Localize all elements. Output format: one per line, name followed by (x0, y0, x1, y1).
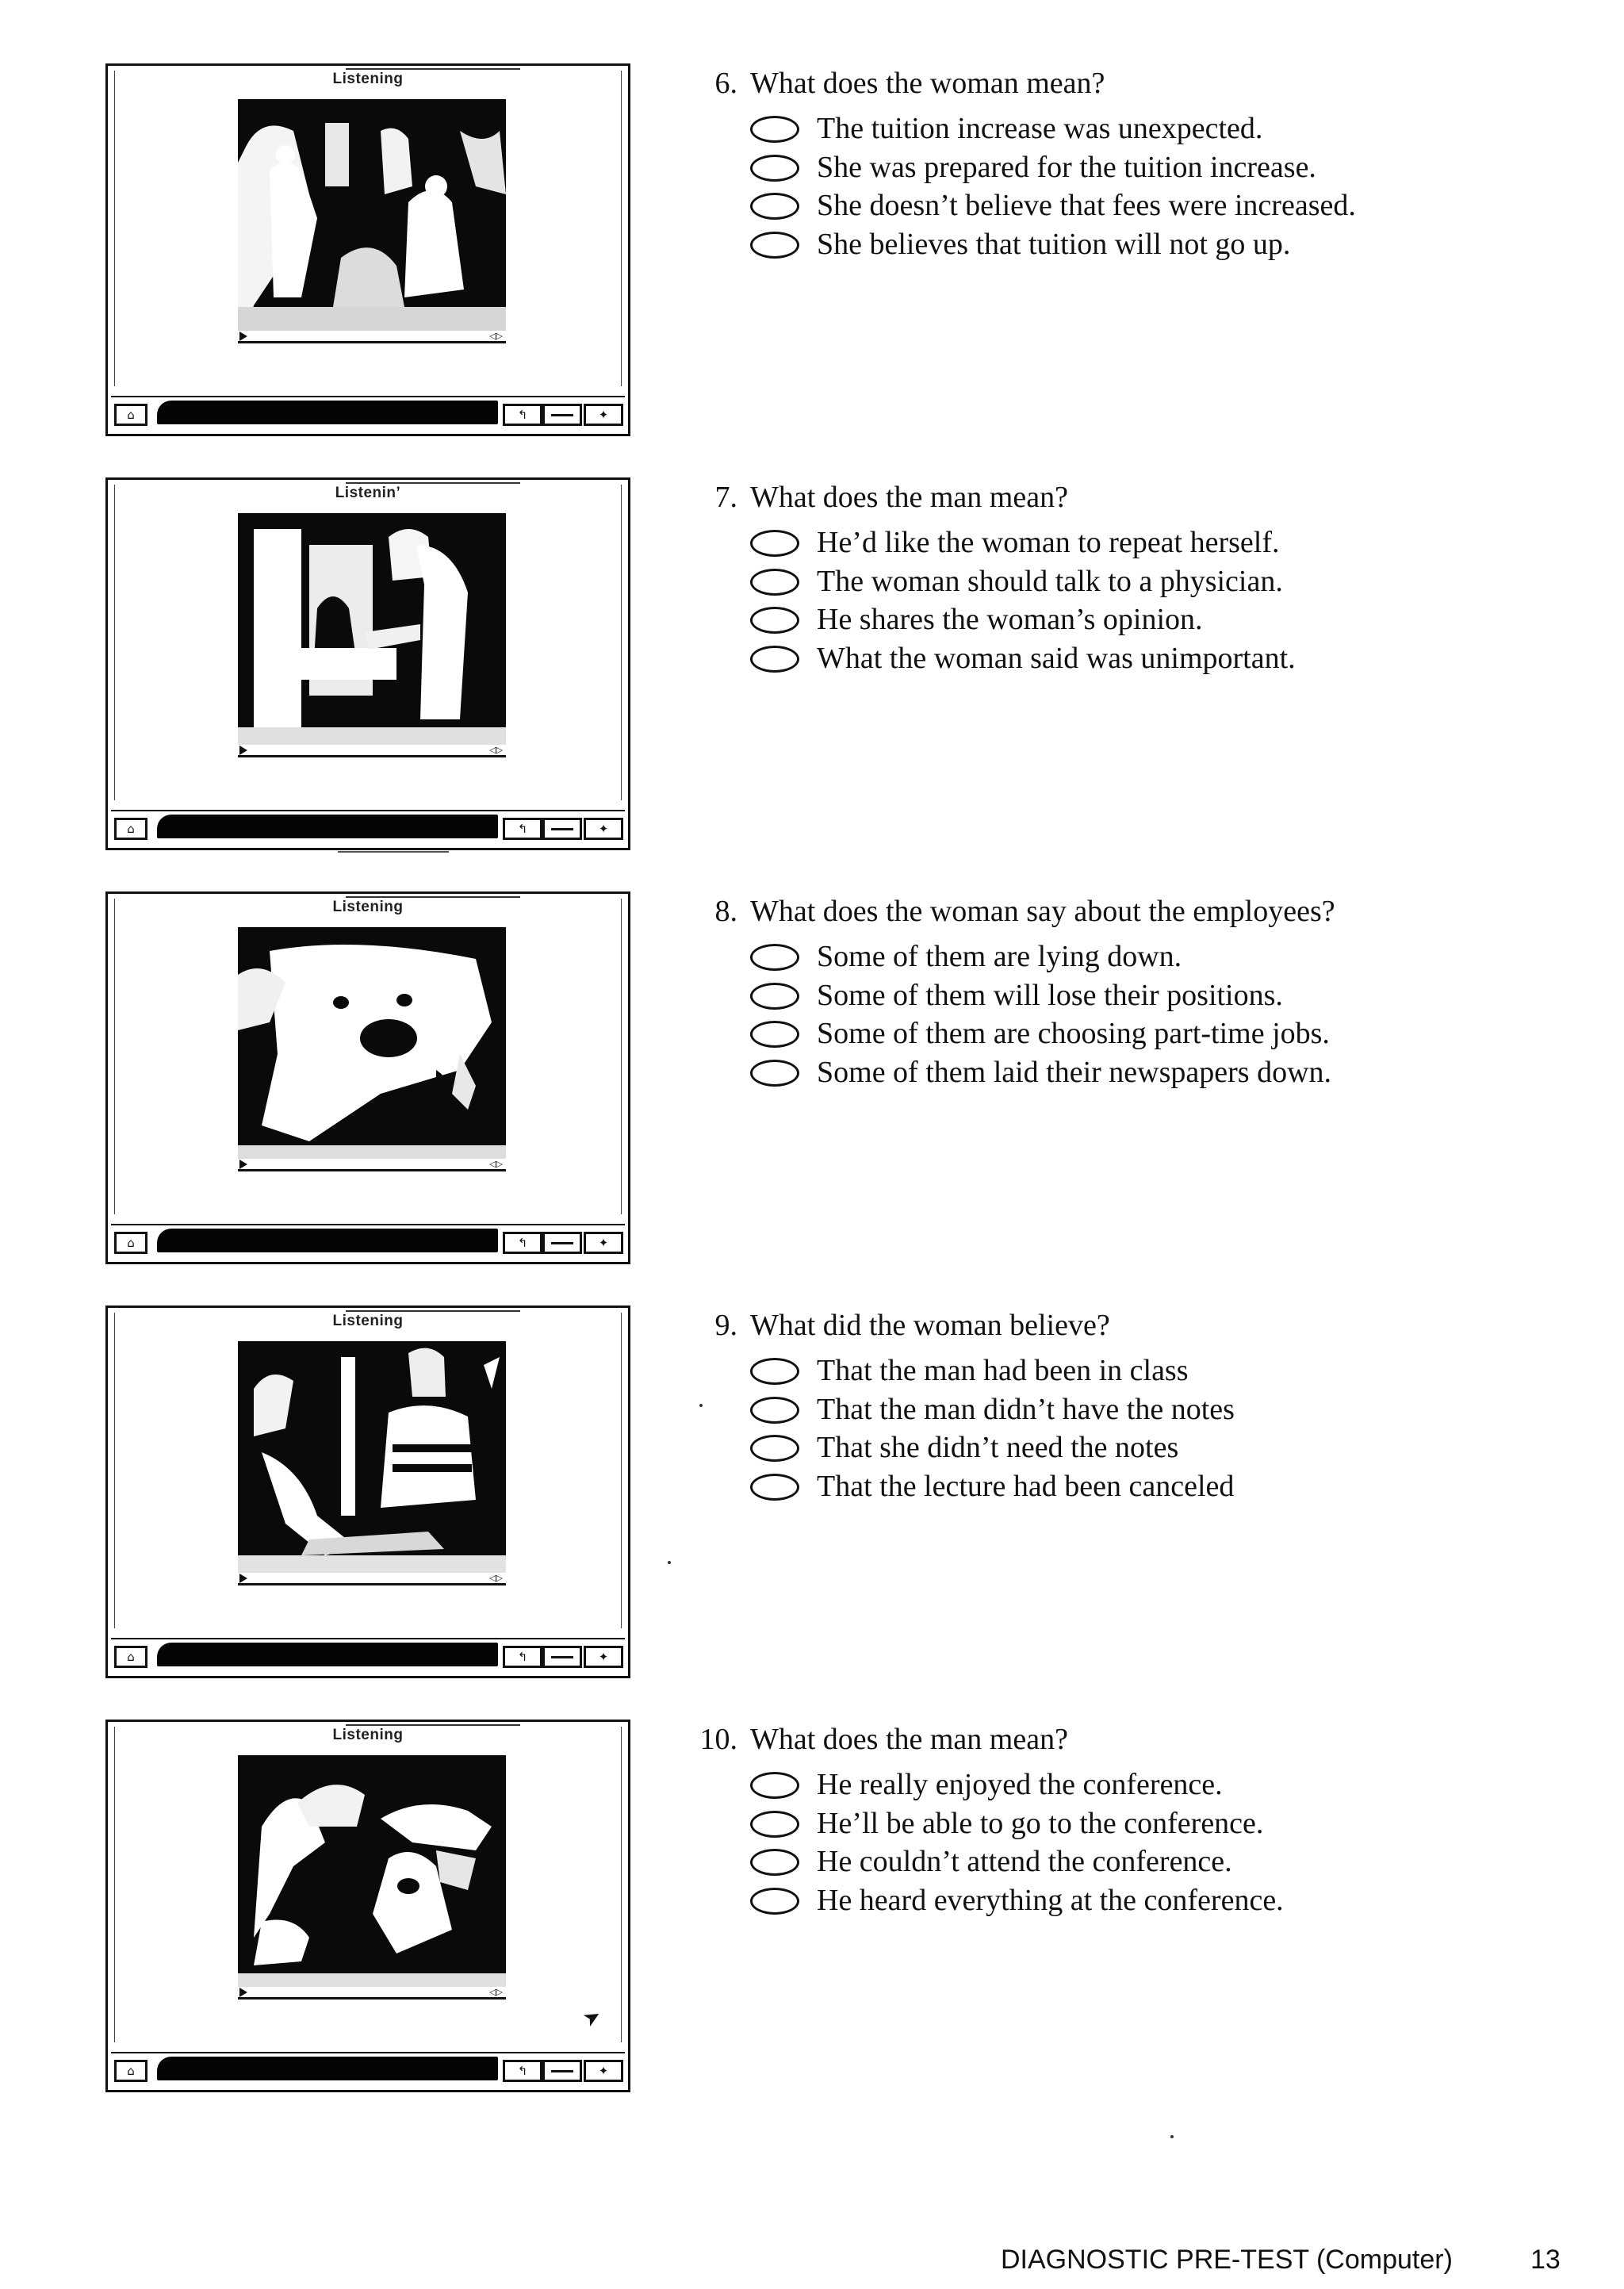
question-number: 6. (714, 67, 737, 100)
video-progress-bar (238, 1987, 506, 2000)
question-block-6 (0, 63, 1624, 476)
radio-circle-icon[interactable] (750, 569, 799, 596)
radio-circle-icon[interactable] (750, 646, 799, 673)
option-label: Some of them are lying down. (817, 940, 1182, 973)
option-label: She doesn’t believe that fees were increased. (817, 189, 1356, 222)
question-number: 7. (714, 481, 737, 514)
answer-confirm-icon[interactable]: ↰ (503, 404, 542, 426)
listening-screen (105, 1306, 630, 1678)
radio-circle-icon[interactable] (750, 1435, 799, 1462)
toolbar-bar (157, 1643, 498, 1666)
option-label: That the lecture had been canceled (817, 1469, 1235, 1503)
play-icon (239, 1988, 247, 1997)
radio-circle-icon[interactable] (750, 232, 799, 259)
footer-section-title: DIAGNOSTIC PRE-TEST (Computer) (1001, 2245, 1453, 2275)
scan-speck (699, 1404, 703, 1407)
next-icon[interactable] (542, 2060, 582, 2082)
play-icon (239, 1160, 247, 1169)
radio-circle-icon[interactable] (750, 1474, 799, 1501)
scan-speck (1170, 2135, 1174, 2138)
radio-circle-icon[interactable] (750, 983, 799, 1010)
scan-speck (668, 1561, 671, 1564)
home-icon[interactable]: ⌂ (114, 1232, 147, 1254)
home-icon[interactable]: ⌂ (114, 404, 147, 426)
title-rule (346, 68, 520, 70)
option-label: That she didn’t need the notes (817, 1431, 1179, 1464)
option-label: He shares the woman’s opinion. (817, 603, 1203, 636)
radio-circle-icon[interactable] (750, 1397, 799, 1424)
question-text: What does the man mean? (750, 1723, 1068, 1756)
question-text: What does the woman say about the employees? (750, 895, 1335, 928)
video-still (238, 1341, 506, 1573)
mouse-pointer-icon: ➤ (578, 2003, 606, 2033)
home-icon[interactable]: ⌂ (114, 818, 147, 840)
test-toolbar (111, 396, 625, 431)
screen-title: Listeninʼ (335, 485, 401, 501)
question-block-9 (0, 1306, 1624, 1718)
video-still (238, 927, 506, 1159)
test-toolbar (111, 2052, 625, 2087)
video-progress-bar (238, 1573, 506, 1585)
listening-screen (105, 891, 630, 1264)
question-number: 8. (714, 895, 737, 928)
help-icon[interactable]: ✦ (584, 1646, 623, 1668)
question-number: 9. (714, 1309, 737, 1342)
next-icon[interactable] (542, 1646, 582, 1668)
home-icon[interactable]: ⌂ (114, 1646, 147, 1668)
option-label: The tuition increase was unexpected. (817, 112, 1263, 145)
toolbar-bar (157, 2057, 498, 2080)
page-number: 13 (1530, 2245, 1561, 2275)
divider (338, 851, 449, 853)
play-icon (239, 332, 247, 341)
answer-confirm-icon[interactable]: ↰ (503, 818, 542, 840)
answer-confirm-icon[interactable]: ↰ (503, 1232, 542, 1254)
option-label: He couldn’t attend the conference. (817, 1845, 1232, 1878)
radio-circle-icon[interactable] (750, 1888, 799, 1915)
help-icon[interactable]: ✦ (584, 404, 623, 426)
volume-icon: ◁▷ (489, 745, 503, 755)
title-rule (346, 896, 520, 898)
test-toolbar (111, 810, 625, 845)
test-toolbar (111, 1224, 625, 1259)
screen-title: Listening (332, 71, 404, 87)
radio-circle-icon[interactable] (750, 155, 799, 182)
title-rule (346, 1310, 520, 1312)
toolbar-bar (157, 401, 498, 424)
question-text: What did the woman believe? (750, 1309, 1110, 1342)
video-still (238, 99, 506, 331)
radio-circle-icon[interactable] (750, 193, 799, 220)
volume-icon: ◁▷ (489, 1159, 503, 1169)
radio-circle-icon[interactable] (750, 944, 799, 971)
listening-screen (105, 63, 630, 436)
option-label: Some of them laid their newspapers down. (817, 1055, 1332, 1089)
option-label: He’ll be able to go to the conference. (817, 1806, 1264, 1840)
option-label: Some of them are choosing part-time jobs. (817, 1017, 1330, 1050)
answer-confirm-icon[interactable]: ↰ (503, 1646, 542, 1668)
title-rule (346, 1724, 520, 1726)
next-icon[interactable] (542, 404, 582, 426)
volume-icon: ◁▷ (489, 1573, 503, 1583)
screen-title: Listening (332, 1727, 404, 1743)
volume-icon: ◁▷ (489, 1987, 503, 1997)
radio-circle-icon[interactable] (750, 1772, 799, 1799)
title-rule (346, 482, 520, 484)
toolbar-bar (157, 815, 498, 838)
radio-circle-icon[interactable] (750, 1021, 799, 1048)
option-label: She believes that tuition will not go up. (817, 227, 1291, 261)
video-progress-bar (238, 331, 506, 343)
radio-circle-icon[interactable] (750, 1358, 799, 1385)
toolbar-bar (157, 1229, 498, 1252)
video-still (238, 1755, 506, 1987)
radio-circle-icon[interactable] (750, 1849, 799, 1876)
option-label: He heard everything at the conference. (817, 1883, 1284, 1917)
option-label: He’d like the woman to repeat herself. (817, 526, 1280, 559)
test-toolbar (111, 1638, 625, 1673)
video-progress-bar (238, 745, 506, 757)
question-text: What does the man mean? (750, 481, 1068, 514)
question-number: 10. (699, 1723, 737, 1756)
question-block-10 (0, 1720, 1624, 2132)
home-icon[interactable]: ⌂ (114, 2060, 147, 2082)
video-still (238, 513, 506, 745)
option-label: He really enjoyed the conference. (817, 1768, 1223, 1801)
next-icon[interactable] (542, 1232, 582, 1254)
screen-title: Listening (332, 1313, 404, 1329)
listening-screen (105, 1720, 630, 2092)
radio-circle-icon[interactable] (750, 1060, 799, 1087)
option-label: The woman should talk to a physician. (817, 564, 1283, 598)
help-icon[interactable]: ✦ (584, 818, 623, 840)
option-label: What the woman said was unimportant. (817, 641, 1296, 675)
help-icon[interactable]: ✦ (584, 2060, 623, 2082)
option-label: That the man didn’t have the notes (817, 1392, 1235, 1426)
play-icon (239, 1574, 247, 1583)
radio-circle-icon[interactable] (750, 530, 799, 557)
answer-confirm-icon[interactable]: ↰ (503, 2060, 542, 2082)
video-progress-bar (238, 1159, 506, 1171)
question-block-7 (0, 477, 1624, 890)
radio-circle-icon[interactable] (750, 1811, 799, 1838)
help-icon[interactable]: ✦ (584, 1232, 623, 1254)
question-block-8 (0, 891, 1624, 1304)
option-label: Some of them will lose their positions. (817, 978, 1283, 1012)
play-icon (239, 746, 247, 755)
option-label: She was prepared for the tuition increase. (817, 150, 1316, 184)
volume-icon: ◁▷ (489, 331, 503, 341)
question-text: What does the woman mean? (750, 67, 1105, 100)
radio-circle-icon[interactable] (750, 116, 799, 143)
next-icon[interactable] (542, 818, 582, 840)
option-label: That the man had been in class (817, 1354, 1189, 1387)
radio-circle-icon[interactable] (750, 607, 799, 634)
screen-title: Listening (332, 899, 404, 915)
listening-screen (105, 477, 630, 850)
